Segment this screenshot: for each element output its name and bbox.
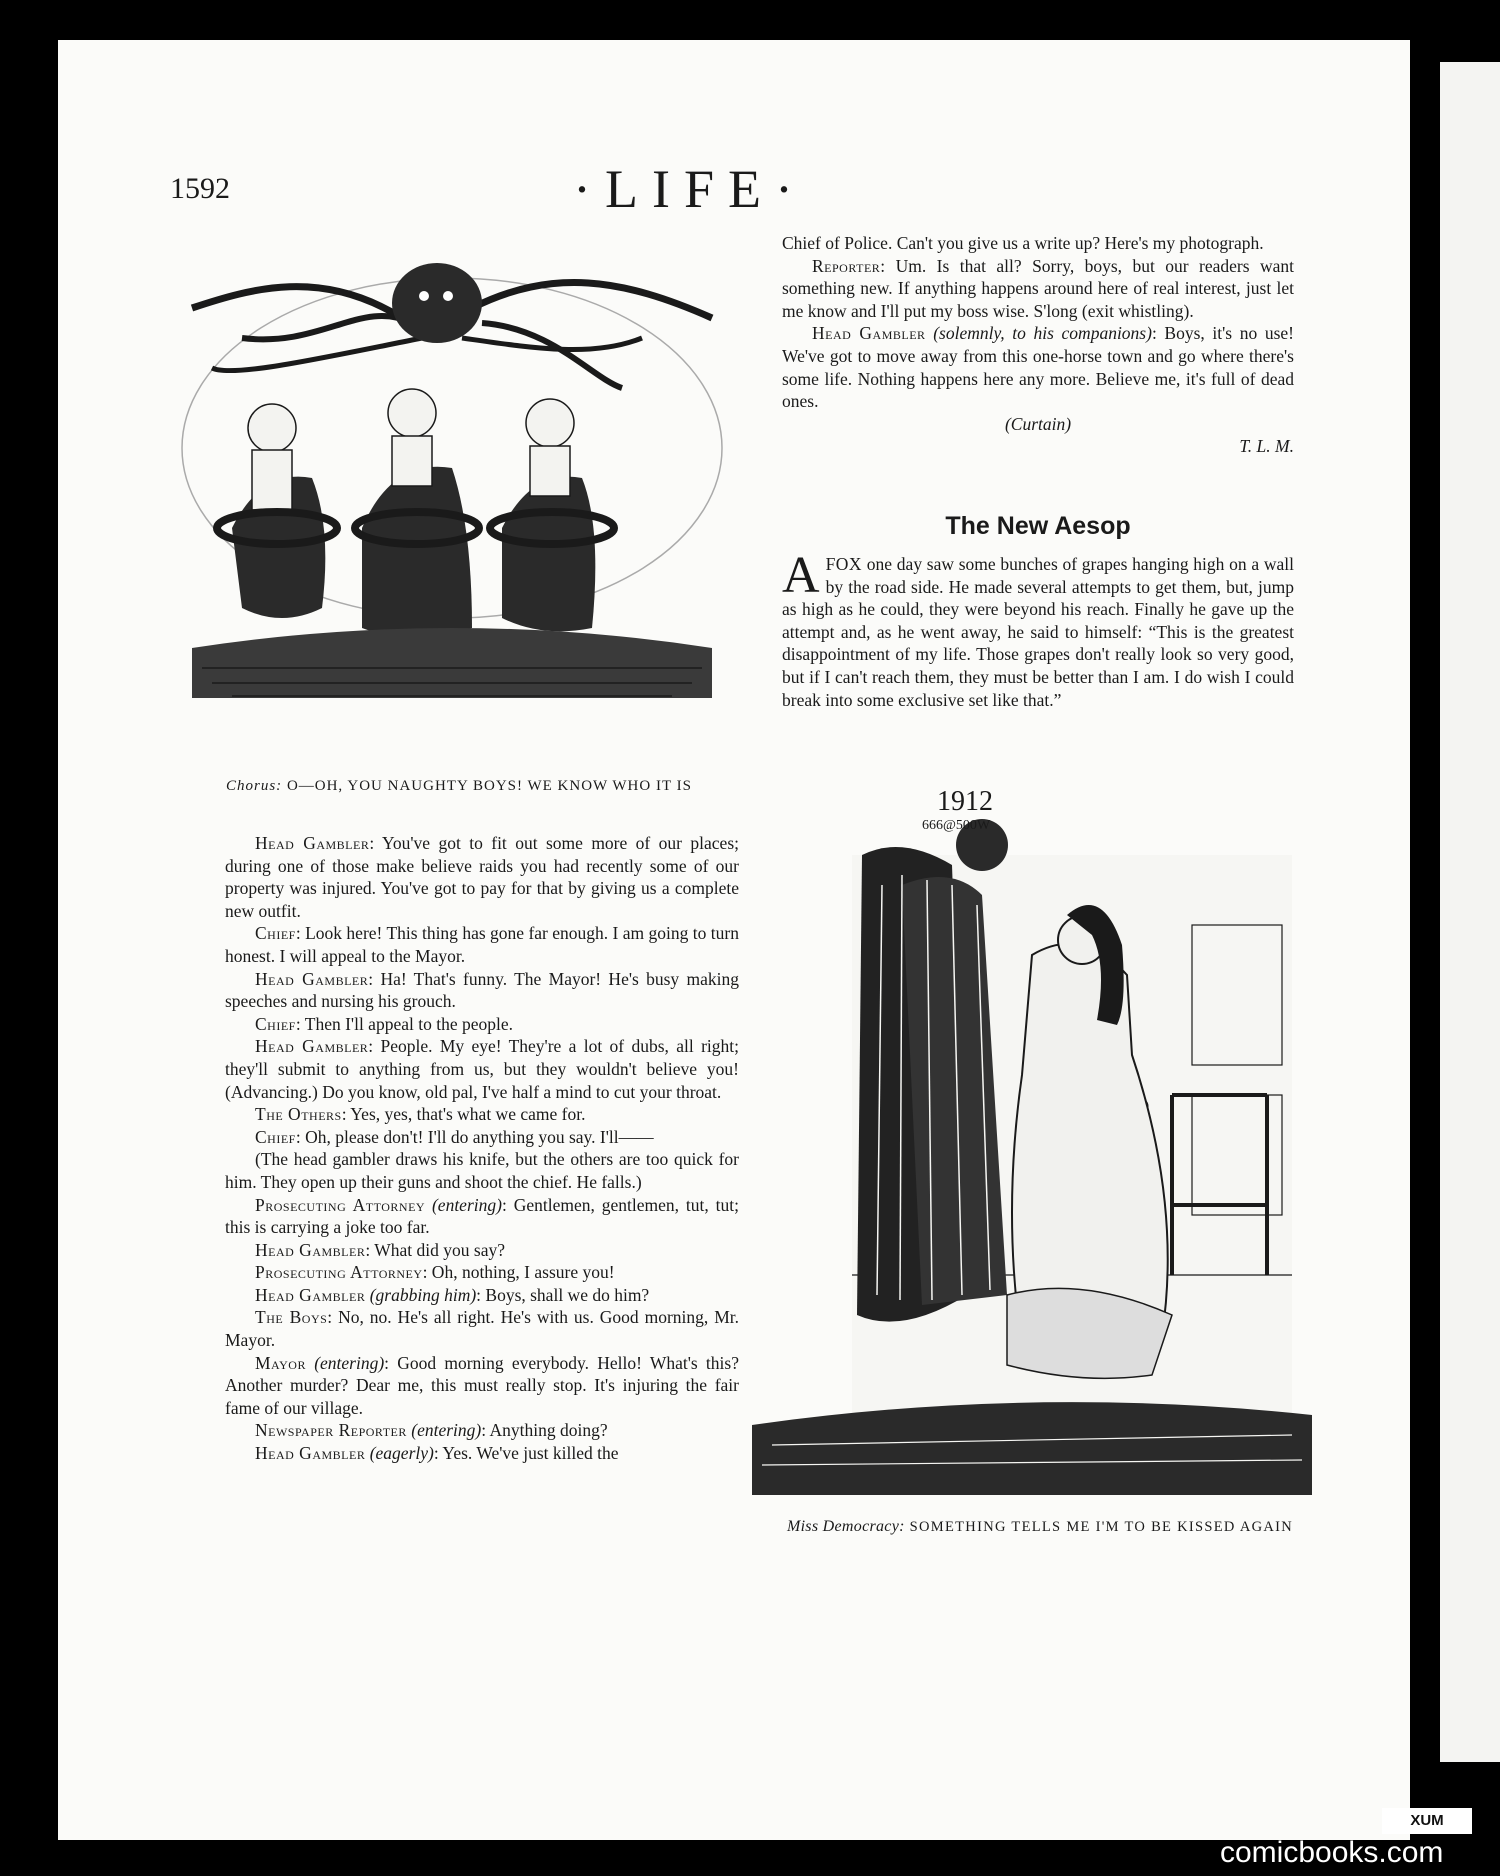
dialogue-line: Mayor (entering): Good morning everybody. Hello! What's this? Another murder? Dear me, this must really stop. It's injuring the fair fame of our village. bbox=[225, 1352, 739, 1418]
dialogue-line: Head Gambler: You've got to fit out some more of our places; during one of those make believe raids you had recently some of our property was injured. You've got to pay for that by giving us a complete new outfit. bbox=[225, 833, 739, 921]
caption-speaker: Miss Democracy: bbox=[786, 1518, 905, 1535]
dialogue-line: Head Gambler: Ha! That's funny. The Mayor! He's busy making speeches and nursing his grouch. bbox=[225, 968, 739, 1012]
dialogue-line: Chief: Oh, please don't! I'll do anything you say. I'll—— bbox=[255, 1126, 654, 1147]
aesop-fable bbox=[782, 547, 1294, 711]
dialogue-line: Head Gambler (grabbing him): Boys, shall we do him? bbox=[255, 1284, 650, 1305]
dialogue-line: Reporter: Um. Is that all? Sorry, boys, but our readers want something new. If anything happens around here of real interest, just let me know and I'll put my boss wise. S'long (exit whistling). bbox=[782, 255, 1294, 321]
aesop-heading: The New Aesop bbox=[945, 512, 1131, 540]
stage-direction: (The head gambler draws his knife, but the others are too quick for him. They open up their guns and shoot the chief. He falls.) bbox=[225, 1149, 739, 1192]
fable-body: one day saw some bunches of grapes hanging high on a wall by the road side. He made several attempts to get them, but, jump as high as he could, they were beyond his reach. Finally he gave up the attempt and, as he went away, he said to himself: “This is the greatest disappointment of my life. Those grapes don't really look so very good, but if I can't reach them, they must be better than I am. I do wish I could break into some exclusive set like that.” bbox=[782, 554, 1294, 710]
fable-text bbox=[782, 547, 1294, 711]
site-watermark: comicbooks.com bbox=[1220, 1836, 1444, 1869]
cartoon-sign-label: 666@500W bbox=[922, 818, 991, 833]
dialogue-line: Head Gambler (eagerly): Yes. We've just killed the bbox=[255, 1443, 619, 1464]
dialogue-line: Prosecuting Attorney (entering): Gentlemen, gentlemen, tut, tut; this is carrying a joke too far. bbox=[225, 1194, 739, 1238]
dialogue-line: Chief: Then I'll appeal to the people. bbox=[255, 1013, 513, 1034]
miss-democracy-cartoon-illustration bbox=[752, 775, 1312, 1505]
magazine-title: ·LIFE· bbox=[573, 159, 807, 219]
cartoon-caption-miss-democracy bbox=[770, 1515, 1310, 1539]
dialogue-line: Chief: Look here! This thing has gone far enough. I am going to turn honest. I will appeal to the Mayor. bbox=[225, 923, 739, 966]
dialogue-line: Newspaper Reporter (entering): Anything doing? bbox=[255, 1420, 608, 1441]
caption-speaker: Chorus: bbox=[226, 778, 283, 794]
dialogue-line: Head Gambler: What did you say? bbox=[255, 1239, 505, 1260]
cartoon-caption-chorus bbox=[226, 778, 746, 795]
dialogue-line: The Boys: No, no. He's all right. He's with us. Good morning, Mr. Mayor. bbox=[225, 1307, 739, 1351]
continuation-text: Chief of Police. Can't you give us a write up? Here's my photograph. bbox=[782, 233, 1264, 253]
author-signature: T. L. M. bbox=[1239, 436, 1294, 457]
page-number: 1592 bbox=[170, 172, 230, 205]
archive-label: XUM bbox=[1382, 1808, 1472, 1834]
facing-page-edge bbox=[1440, 62, 1500, 1762]
octopus-cartoon-illustration bbox=[172, 228, 732, 718]
dialogue-line: Head Gambler: People. My eye! They're a lot of dubs, all right; they'll submit to anything from us, but they wouldn't believe you! (Advancing.) Do you know, old pal, I've half a mind to cut your throat. bbox=[225, 1036, 739, 1102]
play-text-right-column bbox=[782, 232, 1294, 458]
dialogue-line: Prosecuting Attorney: Oh, nothing, I assure you! bbox=[255, 1262, 615, 1283]
drop-cap: A bbox=[782, 547, 820, 604]
caption-text: SOMETHING TELLS ME I'M TO BE KISSED AGAIN bbox=[904, 1519, 1294, 1535]
play-text-left-column bbox=[225, 832, 739, 1465]
curtain-direction: (Curtain) bbox=[1004, 413, 1072, 434]
cartoon-year-label: 1912 bbox=[937, 786, 993, 817]
caption-text: O—OH, YOU NAUGHTY BOYS! WE KNOW WHO IT IS bbox=[282, 778, 692, 794]
dialogue-line: Head Gambler (solemnly, to his companions): Boys, it's no use! We've got to move away from this one-horse town and go where there's some life. Nothing happens here any more. Believe me, it's full of dead ones. bbox=[782, 323, 1295, 412]
dialogue-line: The Others: Yes, yes, that's what we came for. bbox=[255, 1104, 586, 1125]
fable-first-word: FOX bbox=[825, 554, 863, 574]
